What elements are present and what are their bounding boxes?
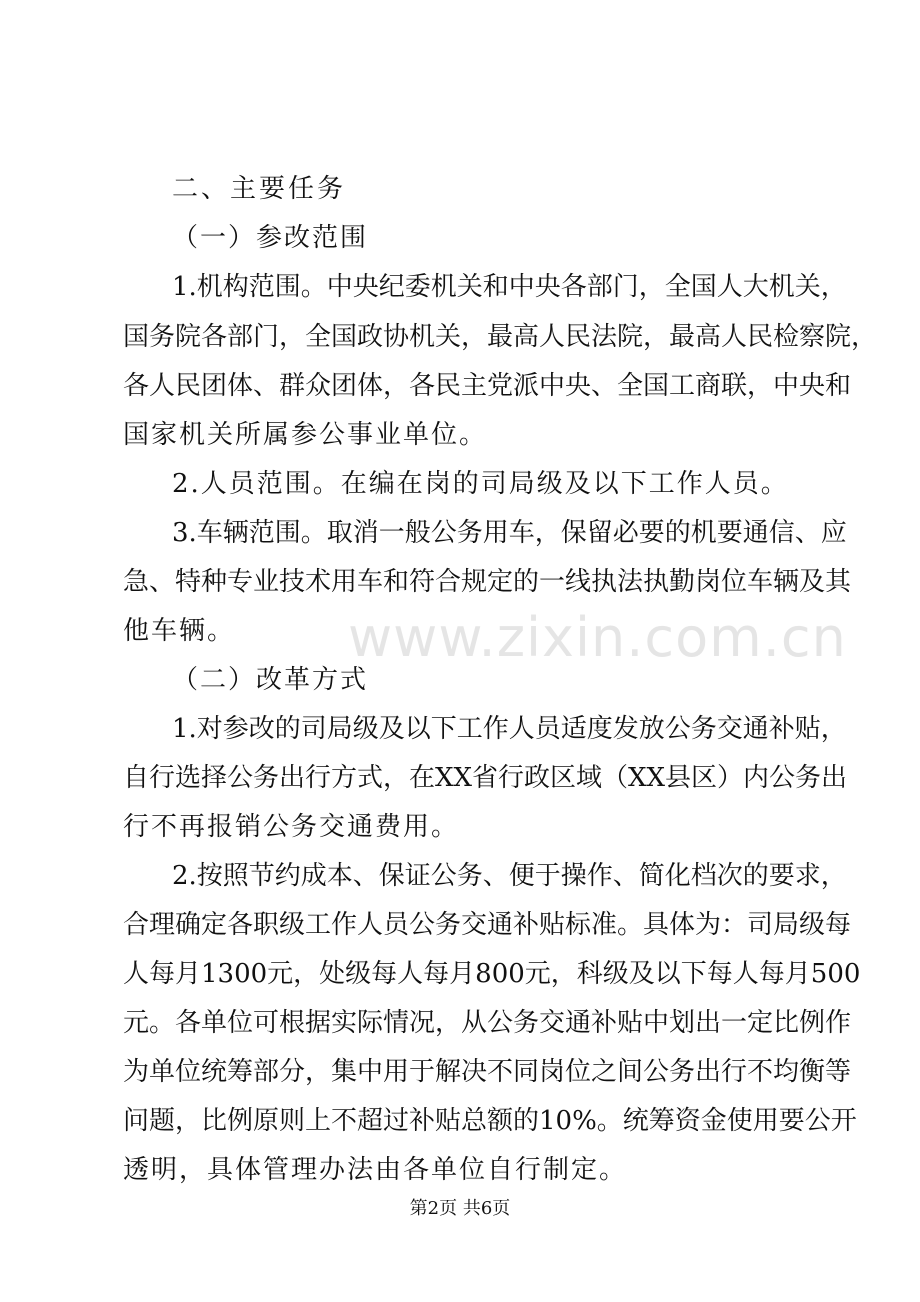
section-heading: 二、主要任务 — [172, 174, 347, 204]
paragraph-line: 1.对参改的司局级及以下工作人员适度发放公务交通补贴， — [172, 714, 847, 744]
paragraph-line: 1.机构范围。中央纪委机关和中央各部门，全国人大机关， — [172, 272, 847, 302]
paragraph-line: 国务院各部门，全国政协机关，最高人民法院，最高人民检察院， — [123, 322, 878, 352]
paragraph-line: 为单位统筹部分，集中用于解决不同岗位之间公务出行不均衡等 — [123, 1057, 852, 1087]
paragraph-line: 各人民团体、群众团体，各民主党派中央、全国工商联，中央和 — [123, 371, 852, 401]
watermark: www.zixin.com.cn — [348, 606, 847, 669]
paragraph-line: 问题，比例原则上不超过补贴总额的10%。统筹资金使用要公开 — [123, 1106, 857, 1136]
paragraph-line: 国家机关所属参公事业单位。 — [123, 420, 488, 450]
paragraph-line: 3.车辆范围。取消一般公务用车，保留必要的机要通信、应 — [172, 518, 847, 548]
subsection-heading: （一）参改范围 — [172, 223, 369, 253]
paragraph-line: 自行选择公务出行方式，在XX省行政区域（XX县区）内公务出 — [123, 763, 848, 793]
paragraph-line: 行不再报销公务交通费用。 — [123, 812, 460, 842]
paragraph-line: 急、特种专业技术用车和符合规定的一线执法执勤岗位车辆及其 — [123, 567, 852, 597]
subsection-heading: （二）改革方式 — [172, 665, 369, 695]
paragraph-line: 人每月1300元，处级每人每月800元，科级及以下每人每月500 — [123, 959, 861, 989]
paragraph-line: 元。各单位可根据实际情况，从公务交通补贴中划出一定比例作 — [123, 1008, 852, 1038]
page-footer: 第2页 共6页 — [409, 1198, 511, 1219]
paragraph-line: 2.人员范围。在编在岗的司局级及以下工作人员。 — [172, 469, 789, 499]
paragraph-line: 合理确定各职级工作人员公务交通补贴标准。具体为：司局级每 — [123, 910, 852, 940]
paragraph-line: 他车辆。 — [123, 616, 236, 646]
paragraph-line: 2.按照节约成本、保证公务、便于操作、简化档次的要求， — [172, 861, 847, 891]
paragraph-line: 透明，具体管理办法由各单位自行制定。 — [123, 1155, 628, 1185]
